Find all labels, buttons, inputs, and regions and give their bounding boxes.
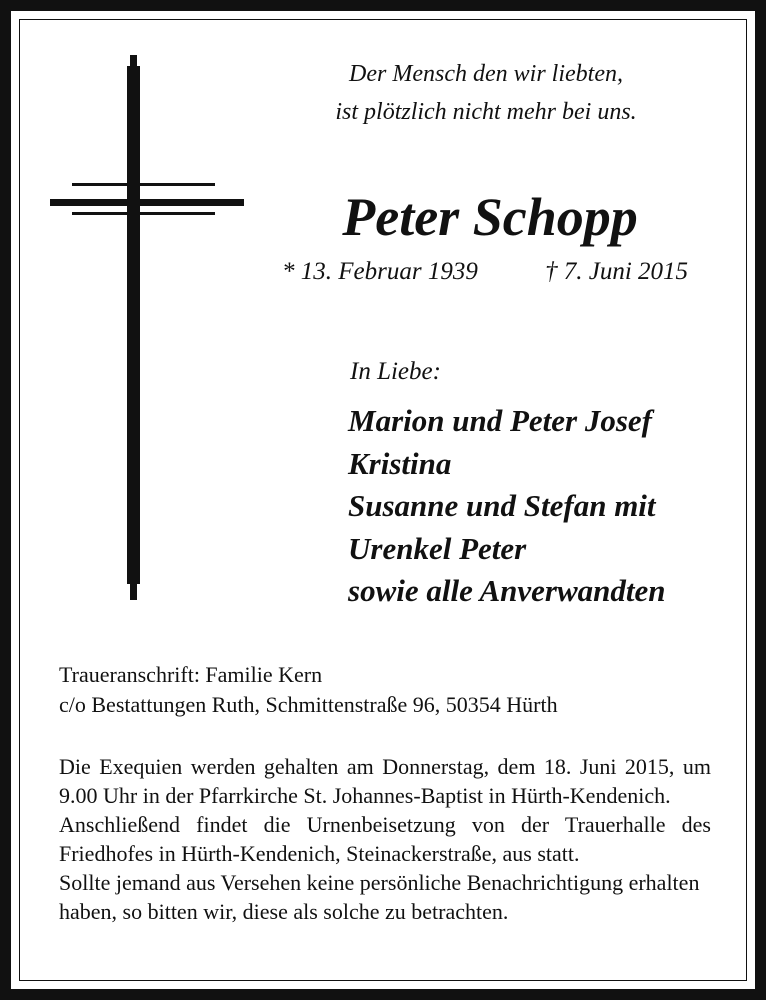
mourner-line: sowie alle Anverwandten [348, 573, 666, 608]
mourners-intro: In Liebe: [350, 358, 441, 385]
service-details [59, 752, 711, 926]
death-date: † 7. Juni 2015 [545, 258, 689, 285]
service-paragraph: Anschließend findet die Urnenbeisetzung von der Trauerhalle des Friedhofes in Hürth-Kendenich, Steinackerstraße, aus statt. [59, 812, 711, 866]
mourner-line: Kristina [348, 445, 452, 481]
birth-date: * 13. Februar 1939 [282, 258, 478, 285]
service-paragraph: Sollte jemand aus Versehen keine persönliche Benachrichtigung erhalten haben, so bitten wir, diese als solche zu betrachten. [59, 870, 700, 924]
cross-icon [50, 55, 244, 600]
quote-line-1: Der Mensch den wir liebten, [349, 61, 623, 87]
quote [300, 55, 672, 131]
mourner-line: Marion und Peter Josef [348, 403, 652, 438]
service-paragraph: Die Exequien werden gehalten am Donnerstag, dem 18. Juni 2015, um 9.00 Uhr in der Pfarrkirche St. Johannes-Baptist in Hürth-Kendenich. [59, 754, 711, 808]
mourner-line: Urenkel Peter [348, 530, 527, 566]
mourner-line: Susanne und Stefan mit [348, 488, 656, 523]
mourners-list [348, 400, 665, 613]
address-line-1: Traueranschrift: Familie Kern [59, 662, 323, 687]
mourning-address [59, 660, 558, 720]
deceased-name: Peter Schopp [342, 187, 638, 247]
quote-line-2: ist plötzlich nicht mehr bei uns. [335, 99, 637, 125]
address-line-2: c/o Bestattungen Ruth, Schmittenstraße 96, 50354 Hürth [59, 692, 558, 717]
